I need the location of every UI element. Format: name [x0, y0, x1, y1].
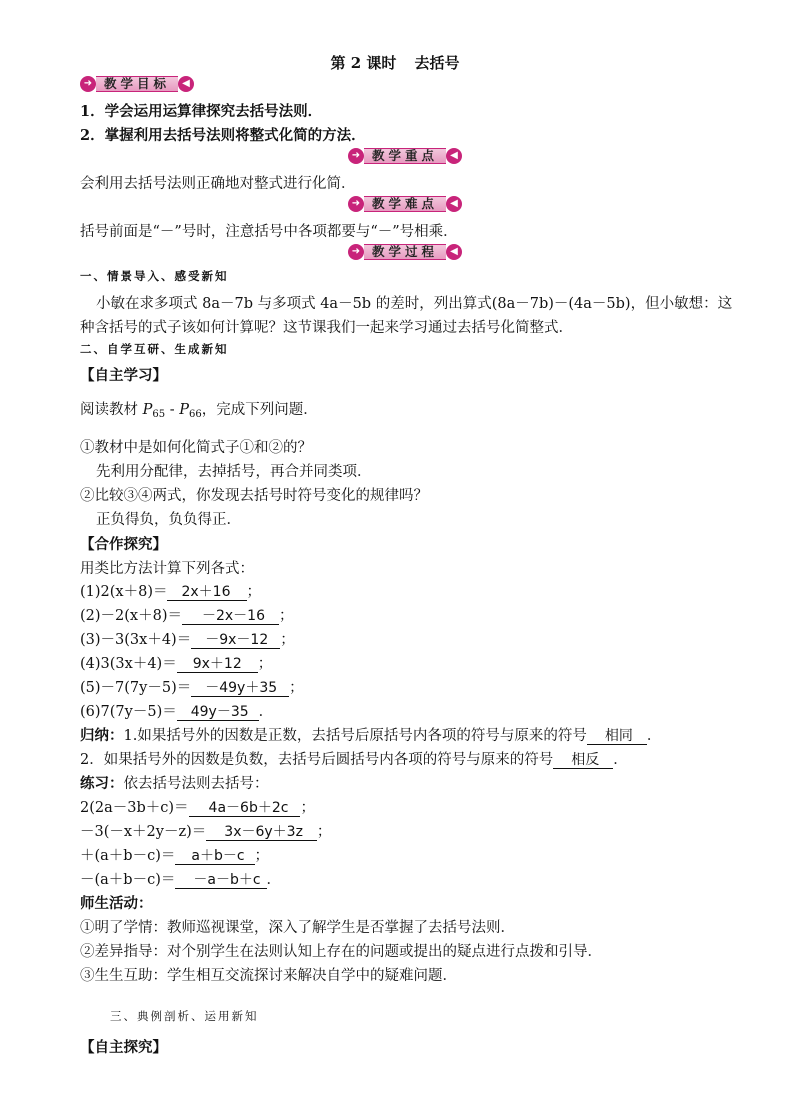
answer-1: 先利用分配律，去掉括号，再合并同类项． [96, 464, 372, 480]
activity-item: ①明了学情：教师巡视课堂，深入了解学生是否掌握了去括号法则． [80, 920, 515, 936]
intro-paragraph-line-2: 种含括号的式子该如何计算呢？这节课我们一起来学习通过去括号化简整式． [80, 320, 573, 336]
section-heading-1: 一、情景导入、感受新知 [80, 269, 229, 283]
exercise-line: (5)－7(7y－5)＝ －49y＋35 ； [80, 680, 304, 696]
banner-difficulty: ➜ 教学难点 ◀ [348, 194, 462, 213]
arrow-left-icon: ◀ [446, 196, 462, 212]
arrow-right-icon: ➜ [348, 196, 364, 212]
exercise-line: (2)－2(x＋8)＝ －2x－16 ； [80, 608, 294, 624]
self-study-heading: 【自主学习】 [80, 367, 167, 384]
goal-2: 2．掌握利用去括号法则将整式化简的方法． [80, 127, 366, 144]
banner-key-point: ➜ 教学重点 ◀ [348, 146, 462, 165]
difficulty-text: 括号前面是“－”号时，注意括号中各项都要与“－”号相乘． [80, 224, 458, 240]
self-explore-heading: 【自主探究】 [80, 1039, 167, 1056]
practice-heading: 练习：依去括号法则去括号： [80, 775, 269, 792]
practice-line: 2(2a－3b＋c)＝ 4a－6b＋2c ； [80, 800, 315, 816]
section-heading-2: 二、自学互研、生成新知 [80, 342, 229, 356]
banner-process: ➜ 教学过程 ◀ [348, 242, 462, 261]
exercise-line: (3)－3(3x＋4)＝ －9x－12 ； [80, 632, 295, 648]
rule-2: 2．如果括号外的因数是负数，去括号后圆括号内各项的符号与原来的符号 相反 ． [80, 752, 628, 768]
intro-paragraph-line-1: 小敏在求多项式 8a－7b 与多项式 4a－5b 的差时，列出算式(8a－7b)－(4a－5b)，但小敏想：这 [96, 296, 733, 312]
question-1: ①教材中是如何化简式子①和②的？ [80, 440, 312, 456]
goal-1: 1．学会运用运算律探究去括号法则． [80, 103, 323, 120]
arrow-right-icon: ➜ [348, 148, 364, 164]
exercise-line: (4)3(3x＋4)＝ 9x＋12 ； [80, 656, 273, 672]
activity-item: ③生生互助：学生相互交流探讨来解决自学中的疑难问题． [80, 968, 457, 984]
exercise-line: (6)7(7y－5)＝ 49y－35 ． [80, 704, 274, 720]
practice-line: －(a＋b－c)＝ －a－b＋c ． [80, 872, 282, 888]
activity-item: ②差异指导：对个别学生在法则认知上存在的问题或提出的疑点进行点拨和引导． [80, 944, 602, 960]
question-2: ②比较③④两式，你发现去括号时符号变化的规律吗？ [80, 488, 428, 504]
practice-line: －3(－x＋2y－z)＝ 3x－6y＋3z ； [80, 824, 332, 840]
cooperative-heading: 【合作探究】 [80, 536, 167, 553]
activity-heading: 师生活动： [80, 895, 153, 912]
cooperative-intro: 用类比方法计算下列各式： [80, 561, 254, 577]
answer-2: 正负得负，负负得正． [96, 512, 241, 528]
arrow-left-icon: ◀ [446, 244, 462, 260]
reading-assignment: 阅读教材 $P_{65} - P_{66}$，完成下列问题． [80, 402, 318, 420]
arrow-left-icon: ◀ [446, 148, 462, 164]
rule-1: 归纳：1.如果括号外的因数是正数，去括号后原括号内各项的符号与原来的符号 相同 ． [80, 727, 662, 744]
banner-teaching-goals: ➜ 教学目标 ◀ [80, 74, 194, 93]
exercise-line: (1)2(x＋8)＝ 2x＋16 ； [80, 584, 261, 600]
section-heading-3: 三、典例剖析、运用新知 [110, 1009, 259, 1023]
arrow-right-icon: ➜ [80, 76, 96, 92]
arrow-right-icon: ➜ [348, 244, 364, 260]
practice-line: ＋(a＋b－c)＝ a＋b－c ； [80, 848, 270, 864]
page-title: 第 2 课时 去括号 [330, 54, 460, 72]
arrow-left-icon: ◀ [178, 76, 194, 92]
key-point-text: 会利用去括号法则正确地对整式进行化简． [80, 176, 356, 192]
